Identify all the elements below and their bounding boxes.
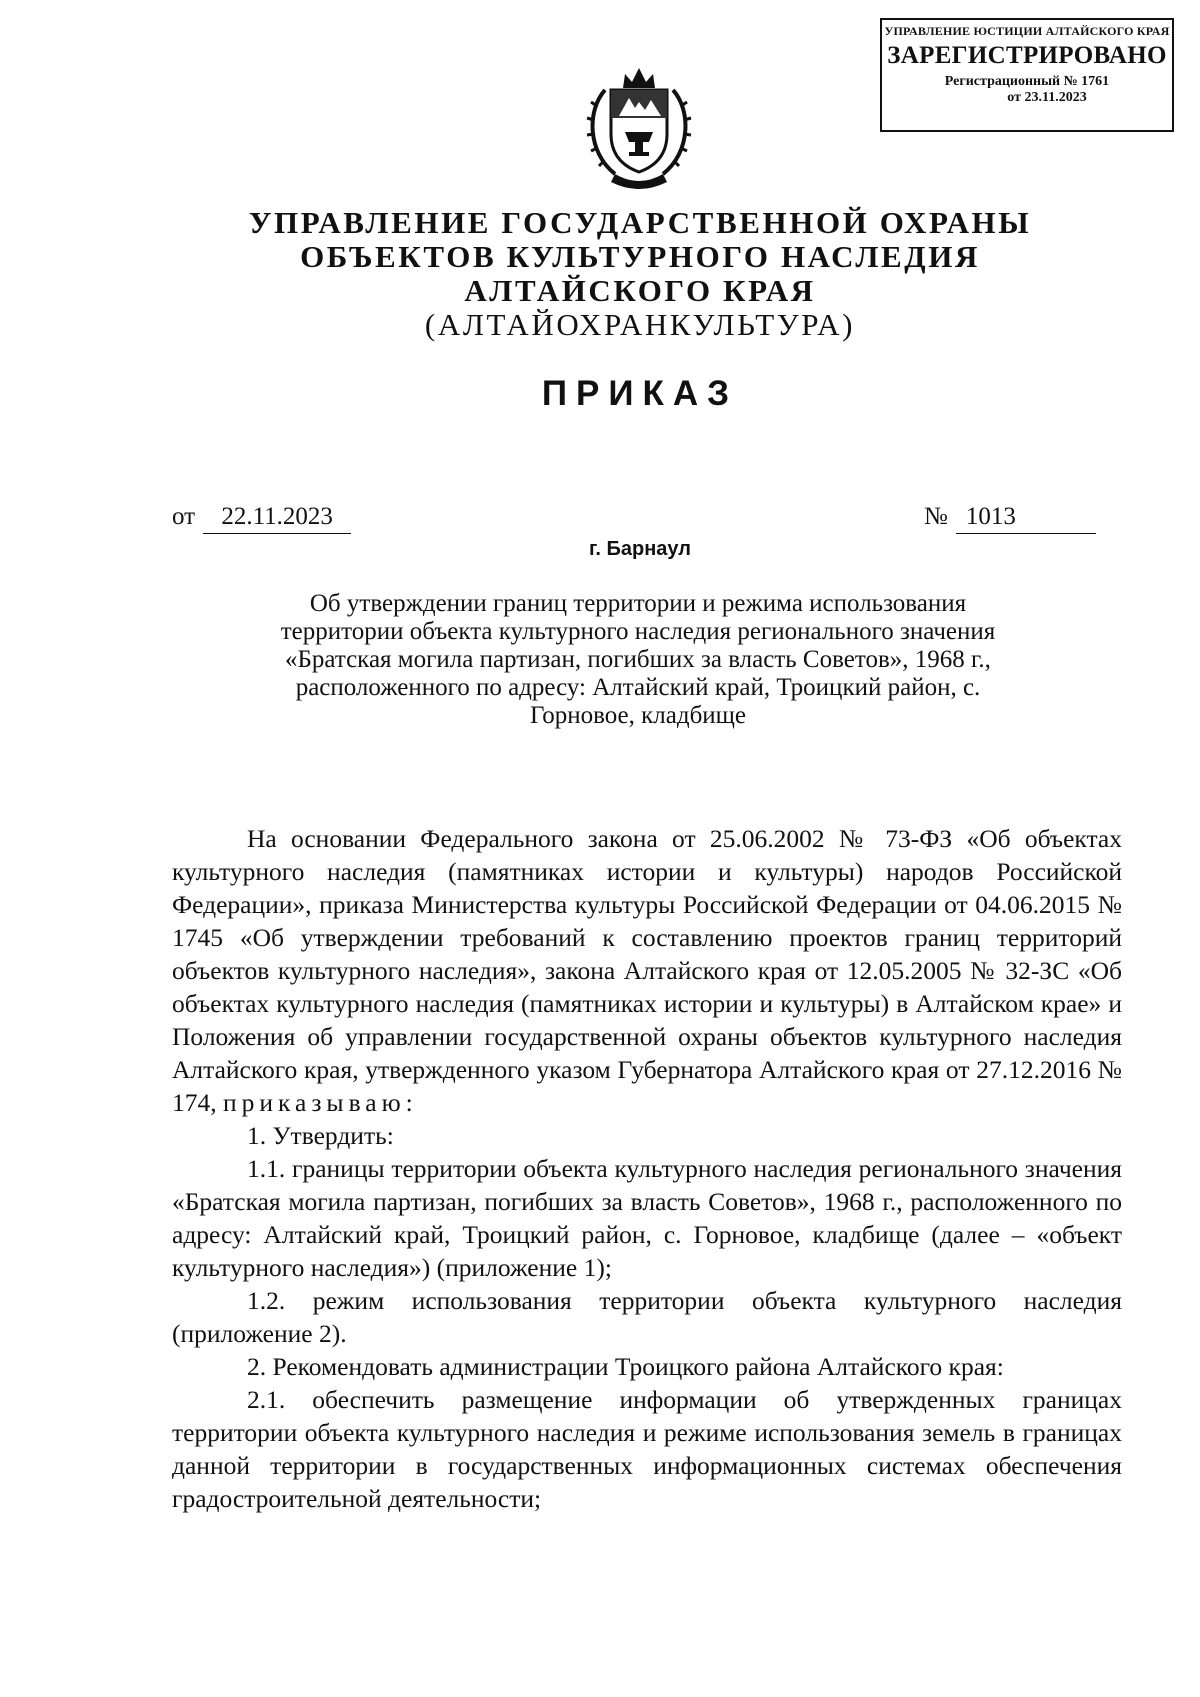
city: г. Барнаул	[589, 538, 691, 560]
stamp-reg-number: Регистрационный № 1761	[944, 74, 1110, 89]
stamp-reg-date: от 23.11.2023	[1007, 90, 1087, 105]
order-word: приказываю:	[223, 1088, 418, 1117]
stamp-reg-info	[882, 74, 1172, 106]
order-body	[172, 822, 1122, 1515]
order-number-line	[924, 503, 1096, 534]
preamble-paragraph	[172, 822, 1122, 1119]
order-date-line	[172, 503, 351, 534]
item-2: 2. Рекомендовать администрации Троицкого района Алтайского края:	[247, 1352, 1004, 1381]
item-1: 1. Утвердить:	[247, 1121, 394, 1150]
order-title: Об утверждении границ территории и режима использования территории объекта культурного наследия регионального значения «Братская могила партизан, погибших за власть Советов», 1968 г., расположенного по адресу: Алтайский край, Троицкий район, с. Горновое, кладбище	[280, 590, 996, 729]
order-date: 22.11.2023	[203, 503, 351, 534]
item-1-2: 1.2. режим использования территории объекта культурного наследия (приложение 2).	[172, 1286, 1122, 1348]
agency-short-name: (АЛТАЙОХРАНКУЛЬТУРА)	[424, 307, 856, 342]
preamble-text: На основании Федерального закона от 25.06.2002 № 73-ФЗ «Об объектах культурного наследия (памятниках истории и культуры) народов Российской Федерации», приказа Министерства культуры Российской Федерации от 04.06.2015 № 1745 «Об утверждении требований к составлению проектов границ территорий объектов культурного наследия», закона Алтайского края от 12.05.2005 № 32-ЗС «Об объектах культурного наследия (памятниках истории и культуры) в Алтайском крае» и Положения об управлении государственной охраны объектов культурного наследия Алтайского края, утвержденного указом Губернатора Алтайского края от 27.12.2016 № 174,	[172, 824, 1122, 1117]
agency-name-line-2: ОБЪЕКТОВ КУЛЬТУРНОГО НАСЛЕДИЯ	[300, 239, 980, 274]
item-1-1: 1.1. границы территории объекта культурного наследия регионального значения «Братская могила партизан, погибших за власть Советов», 1968 г., расположенного по адресу: Алтайский край, Троицкий район, с. Горновое, кладбище (далее – «объект культурного наследия») (приложение 1);	[172, 1154, 1122, 1282]
item-2-1: 2.1. обеспечить размещение информации об утвержденных границах территории объекта культурного наследия и режиме использования земель в границах данной территории в государственных информационных системах обеспечения градостроительной деятельности;	[172, 1385, 1122, 1513]
document-type: ПРИКАЗ	[541, 374, 739, 413]
agency-name-line-1: УПРАВЛЕНИЕ ГОСУДАРСТВЕННОЙ ОХРАНЫ	[248, 205, 1032, 240]
stamp-status: ЗАРЕГИСТРИРОВАНО	[887, 42, 1167, 69]
agency-header	[200, 206, 1080, 342]
altai-krai-coat-of-arms-icon	[585, 62, 693, 192]
stamp-organization: УПРАВЛЕНИЕ ЮСТИЦИИ АЛТАЙСКОГО КРАЯ	[884, 24, 1170, 38]
number-prefix: №	[924, 503, 948, 530]
order-number: 1013	[956, 503, 1096, 534]
date-prefix: от	[172, 503, 196, 530]
agency-name-line-3: АЛТАЙСКОГО КРАЯ	[464, 273, 816, 308]
registration-stamp	[880, 18, 1174, 132]
